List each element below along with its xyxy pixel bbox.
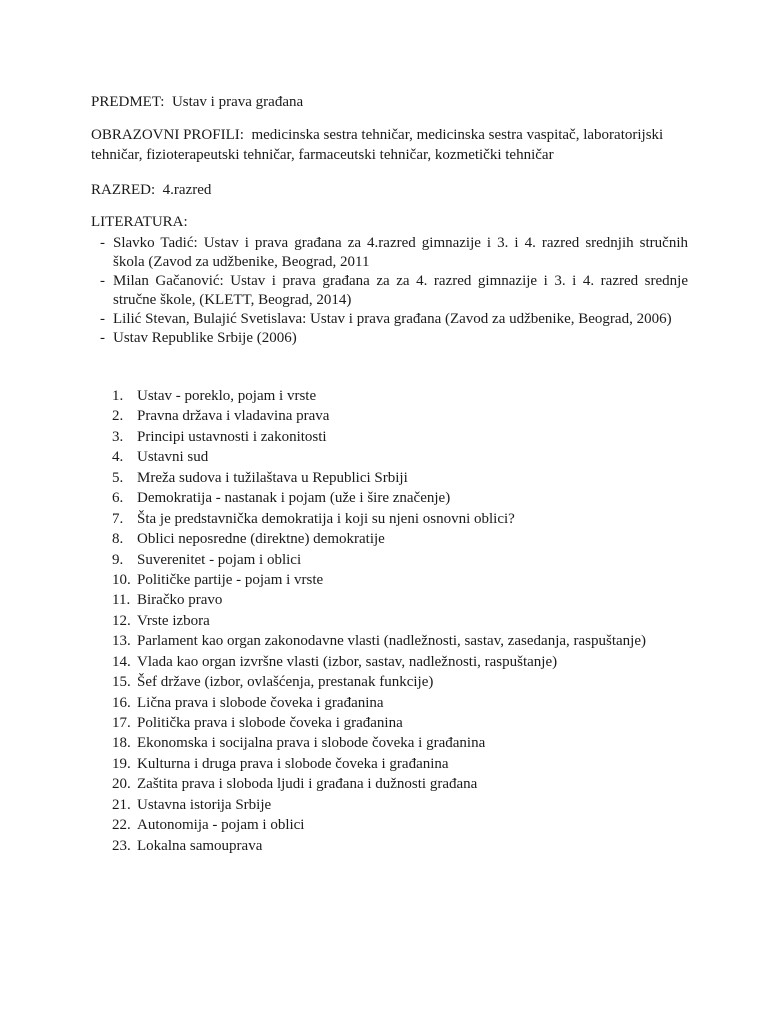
topic-item: [0, 488, 768, 508]
topic-number: 19.: [112, 755, 131, 772]
topic-text: Ekonomska i socijalna prava i slobode čoveka i građanina: [137, 735, 486, 752]
topic-item: [0, 550, 768, 570]
topic-text: Politička prava i slobode čoveka i građanina: [137, 715, 403, 731]
dash-bullet: -: [100, 311, 105, 327]
literature-item: [97, 234, 688, 272]
literature-label: LITERATURA:: [91, 214, 188, 230]
topic-text: Mreža sudova i tužilaštava u Republici Srbiji: [137, 469, 408, 486]
dash-bullet: -: [100, 330, 105, 346]
literature-item: [97, 329, 688, 348]
topic-number: 5.: [112, 469, 124, 486]
topic-number: 9.: [112, 551, 124, 568]
topic-text: Biračko pravo: [137, 592, 223, 609]
topic-item: [0, 611, 768, 631]
topic-number: 8.: [112, 531, 124, 548]
topic-number: 14.: [112, 653, 131, 670]
literature-item: [97, 310, 688, 329]
dash-bullet: -: [100, 235, 105, 251]
topic-item: [0, 447, 768, 467]
topic-number: 3.: [112, 428, 124, 445]
topic-text: Vrste izbora: [137, 612, 210, 629]
topic-item: [0, 468, 768, 488]
topic-number: 13.: [112, 633, 131, 650]
literature-item: [97, 272, 688, 310]
topic-text: Kulturna i druga prava i slobode čoveka i građanina: [137, 755, 449, 772]
topic-item: [0, 509, 768, 529]
profiles-label: OBRAZOVNI PROFILI:: [91, 127, 244, 143]
topic-text: Autonomija - pojam i oblici: [137, 817, 305, 834]
topic-item: [0, 815, 768, 835]
topic-number: 18.: [112, 735, 131, 752]
literature-item-text: Lilić Stevan, Bulajić Svetislava: Ustav i prava građana (Zavod za udžbenike, Beograd, 2006): [113, 311, 672, 327]
subject-label: PREDMET:: [91, 94, 165, 110]
topic-item: [0, 652, 768, 672]
topic-text: Lična prava i slobode čoveka i građanina: [137, 694, 384, 711]
literature-item-text: Slavko Tadić: Ustav i prava građana za 4.razred gimnazije i 3. i 4. razred srednjih stručnih škola (Zavod za udžbenike, Beograd, 2011: [113, 235, 688, 270]
topic-text: Demokratija - nastanak i pojam (uže i šire značenje): [137, 490, 451, 507]
topic-text: Principi ustavnosti i zakonitosti: [137, 428, 327, 445]
topic-item: [0, 672, 768, 692]
topic-text: Suverenitet - pojam i oblici: [137, 551, 302, 568]
topic-item: [0, 590, 768, 610]
topic-text: Šta je predstavnička demokratija i koji su njeni osnovni oblici?: [137, 510, 515, 527]
topic-text: Političke partije - pojam i vrste: [137, 571, 324, 588]
topic-item: [0, 386, 768, 406]
topic-number: 10.: [112, 571, 131, 588]
topic-number: 6.: [112, 490, 124, 507]
topic-item: [0, 427, 768, 447]
topic-number: 20.: [112, 776, 131, 793]
topic-number: 1.: [112, 388, 124, 404]
topic-number: 23.: [112, 837, 131, 854]
topic-item: [0, 693, 768, 713]
topic-number: 15.: [112, 674, 131, 691]
subject-value: Ustav i prava građana: [171, 94, 304, 110]
profiles-value: medicinska sestra tehničar, medicinska sestra vaspitač, laboratorijski tehničar, fizioterapeutski tehničar, farmaceutski tehničar, kozmetički tehničar: [91, 127, 664, 163]
topic-number: 2.: [112, 408, 124, 425]
topic-item: [0, 774, 768, 794]
dash-bullet: -: [100, 273, 105, 289]
grade-label: RAZRED:: [91, 182, 156, 198]
topic-text: Lokalna samouprava: [137, 837, 263, 854]
topic-number: 12.: [112, 612, 131, 629]
topic-item: [0, 795, 768, 815]
literature-list: [97, 234, 688, 348]
topic-item: [0, 570, 768, 590]
topic-text: Pravna država i vladavina prava: [137, 408, 330, 425]
topic-item: [0, 406, 768, 426]
subject-line: [91, 92, 688, 112]
topic-item: [0, 754, 768, 774]
topic-text: Zaštita prava i sloboda ljudi i građana i dužnosti građana: [137, 776, 478, 793]
topic-number: 7.: [112, 510, 124, 527]
topic-number: 21.: [112, 796, 131, 813]
topic-number: 17.: [112, 715, 131, 731]
grade-line: [91, 180, 688, 200]
profiles-paragraph: [91, 125, 688, 165]
topic-item: [0, 836, 768, 856]
topic-number: 11.: [112, 592, 131, 609]
literature-item-text: Ustav Republike Srbije (2006): [113, 330, 297, 346]
topic-number: 4.: [112, 449, 124, 466]
topic-text: Oblici neposredne (direktne) demokratije: [137, 531, 385, 548]
topic-text: Parlament kao organ zakonodavne vlasti (nadležnosti, sastav, zasedanja, raspuštanje): [137, 633, 646, 650]
topic-text: Ustav - poreklo, pojam i vrste: [137, 388, 317, 404]
grade-value: 4.razred: [162, 182, 212, 198]
topic-item: [0, 713, 768, 733]
literature-item-text: Milan Gačanović: Ustav i prava građana za za 4. razred gimnazije i 3. i 4. razred srednje stručne škole, (KLETT, Beograd, 2014): [113, 273, 688, 308]
topic-item: [0, 733, 768, 753]
topic-item: [0, 631, 768, 651]
topic-number: 22.: [112, 817, 131, 834]
topic-text: Šef države (izbor, ovlašćenja, prestanak funkcije): [137, 674, 434, 691]
topic-text: Ustavni sud: [137, 449, 209, 466]
topic-text: Vlada kao organ izvršne vlasti (izbor, sastav, nadležnosti, raspuštanje): [137, 653, 558, 670]
topic-text: Ustavna istorija Srbije: [137, 796, 272, 813]
topics-list: [0, 386, 768, 856]
topic-number: 16.: [112, 694, 131, 711]
topic-item: [0, 529, 768, 549]
literature-heading: [91, 212, 688, 232]
